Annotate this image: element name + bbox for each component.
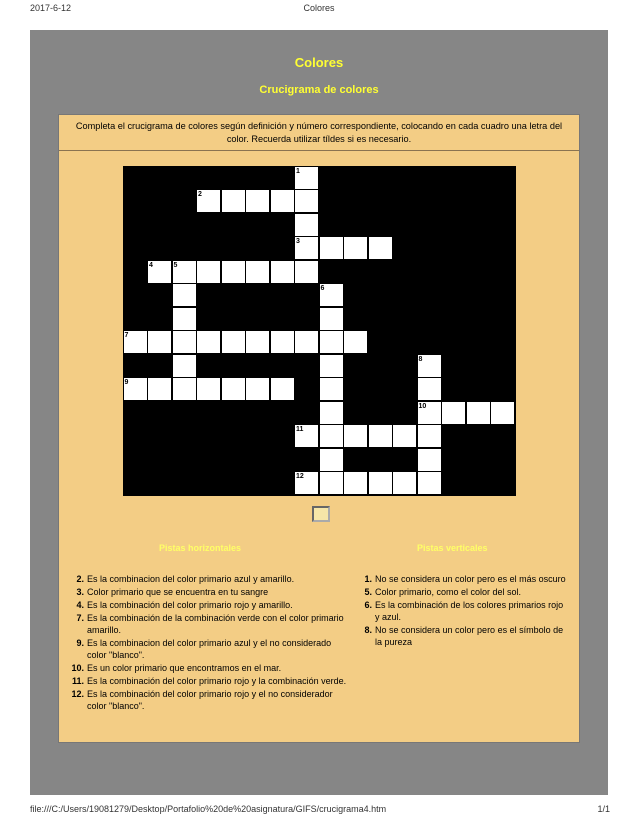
crossword-cell[interactable] <box>418 449 441 471</box>
clue-number: 12 <box>296 473 304 480</box>
clue-number: 4 <box>149 261 153 269</box>
crossword-cell[interactable] <box>173 261 196 283</box>
crossword-cell[interactable] <box>295 190 318 212</box>
crossword-cell[interactable] <box>320 284 343 306</box>
check-square-icon[interactable] <box>312 506 330 522</box>
crossword-cell[interactable] <box>295 167 318 189</box>
vertical-clues-list <box>357 573 567 649</box>
print-header <box>0 3 638 17</box>
crossword-cell[interactable] <box>418 472 441 494</box>
clue-item: 10. Es un color primario que encontramos en el mar. <box>71 663 282 673</box>
crossword-cell[interactable] <box>320 331 343 353</box>
crossword-cell[interactable] <box>320 237 343 259</box>
crossword-cell[interactable] <box>344 425 367 447</box>
crossword-cell[interactable] <box>320 425 343 447</box>
crossword-cell[interactable] <box>295 425 318 447</box>
crossword-cell[interactable] <box>197 190 220 212</box>
crossword-cell[interactable] <box>320 355 343 377</box>
clue-item: 3. Color primario que se encuentra en tu sangre <box>76 587 269 597</box>
crossword-cell[interactable] <box>197 331 220 353</box>
crossword-cell[interactable] <box>442 402 465 424</box>
clue-number: 5 <box>173 261 178 269</box>
crossword-cell[interactable] <box>320 308 343 330</box>
crossword-cell[interactable] <box>173 308 196 330</box>
crossword-cell[interactable] <box>393 472 416 494</box>
clue-item: 7. Es la combinación de la combinación verde con el color primario amarillo. <box>76 613 344 635</box>
clue-item: 1. No se considera un color pero es el más oscuro <box>364 574 566 584</box>
horizontal-clues-title: Pistas horizontales <box>159 543 242 553</box>
page-subtitle: Crucigrama de colores <box>259 84 379 96</box>
crossword-cell[interactable] <box>148 331 171 353</box>
crossword-cell[interactable] <box>344 472 367 494</box>
crossword-cell[interactable] <box>197 261 220 283</box>
page-title: Colores <box>294 55 344 70</box>
crossword-cell[interactable] <box>320 472 343 494</box>
print-date: 2017-6-12 <box>30 3 72 13</box>
crossword-cell[interactable] <box>173 284 196 306</box>
crossword-cell[interactable] <box>222 190 245 212</box>
crossword-cell[interactable] <box>173 355 196 377</box>
crossword-cell[interactable] <box>369 472 392 494</box>
clue-number: 2 <box>198 191 202 198</box>
clue-item: 2. Es la combinacion del color primario azul y amarillo. <box>76 574 295 584</box>
crossword-cell[interactable] <box>222 378 245 400</box>
clue-item: 4. Es la combinación del color primario rojo y amarillo. <box>76 600 293 610</box>
print-title: Colores <box>303 3 335 13</box>
crossword-cell[interactable] <box>246 331 269 353</box>
crossword-cell[interactable] <box>271 378 294 400</box>
clue-item: 12. Es la combinación del color primario rojo y el no considerador color "blanco". <box>71 689 333 711</box>
crossword-panel <box>58 114 580 743</box>
instructions: Completa el crucigrama de colores según definición y número correspondiente, colocando en cada cuadro una letra del color. Recuerda utilizar tíldes si es necesario. <box>59 115 579 151</box>
crossword-cell[interactable] <box>271 190 294 212</box>
crossword-cell[interactable] <box>320 378 343 400</box>
clue-item: 5. Color primario, como el color del sol. <box>364 587 522 597</box>
clue-number: 3 <box>296 238 300 245</box>
clue-number: 6 <box>320 285 325 292</box>
crossword-cell[interactable] <box>124 331 147 353</box>
print-footer <box>0 804 638 818</box>
clue-item: 9. Es la combinacion del color primario azul y el no considerado color "blanco". <box>76 638 332 660</box>
crossword-cell[interactable] <box>393 425 416 447</box>
crossword-cell[interactable] <box>246 190 269 212</box>
clue-item: 11. Es la combinación del color primario rojo y la combinación verde. <box>71 676 347 686</box>
crossword-cell[interactable] <box>344 331 367 353</box>
file-path: file:///C:/Users/19081279/Desktop/Portafolio%20de%20asignatura/GIFS/crucigrama4.htm <box>30 804 387 814</box>
clue-number: 9 <box>124 379 129 386</box>
page-count: 1/1 <box>597 804 610 814</box>
crossword-cell[interactable] <box>491 402 514 424</box>
crossword-cell[interactable] <box>369 237 392 259</box>
crossword-cell[interactable] <box>295 237 318 259</box>
crossword-cell[interactable] <box>124 378 147 400</box>
crossword-cell[interactable] <box>148 378 171 400</box>
clue-number: 1 <box>296 167 300 175</box>
crossword-grid <box>123 166 516 496</box>
crossword-cell[interactable] <box>418 402 441 424</box>
crossword-cell[interactable] <box>344 237 367 259</box>
clue-item: 6. Es la combinación de los colores primarios rojo y azul. <box>364 600 564 622</box>
crossword-cell[interactable] <box>418 355 441 377</box>
vertical-clues-title: Pistas verticales <box>417 543 488 553</box>
clue-number: 10 <box>418 402 427 410</box>
crossword-cell[interactable] <box>295 261 318 283</box>
crossword-cell[interactable] <box>197 378 220 400</box>
crossword-cell[interactable] <box>246 261 269 283</box>
clue-item: 8. No se considera un color pero es el símbolo de la pureza <box>364 625 564 647</box>
horizontal-clues-list <box>69 573 349 713</box>
clue-number: 7 <box>124 332 129 339</box>
crossword-cell[interactable] <box>467 402 490 424</box>
crossword-cell[interactable] <box>418 425 441 447</box>
crossword-cell[interactable] <box>271 331 294 353</box>
crossword-cell[interactable] <box>173 378 196 400</box>
crossword-cell[interactable] <box>295 331 318 353</box>
crossword-cell[interactable] <box>246 378 269 400</box>
crossword-cell[interactable] <box>295 472 318 494</box>
crossword-cell[interactable] <box>295 214 318 236</box>
clue-number: 11 <box>296 426 304 433</box>
crossword-cell[interactable] <box>148 261 171 283</box>
crossword-cell[interactable] <box>222 261 245 283</box>
crossword-cell[interactable] <box>369 425 392 447</box>
crossword-cell[interactable] <box>320 402 343 424</box>
crossword-cell[interactable] <box>320 449 343 471</box>
clue-number: 8 <box>418 355 423 363</box>
crossword-cell[interactable] <box>173 331 196 353</box>
crossword-cell[interactable] <box>418 378 441 400</box>
crossword-cell[interactable] <box>222 331 245 353</box>
crossword-cell[interactable] <box>271 261 294 283</box>
